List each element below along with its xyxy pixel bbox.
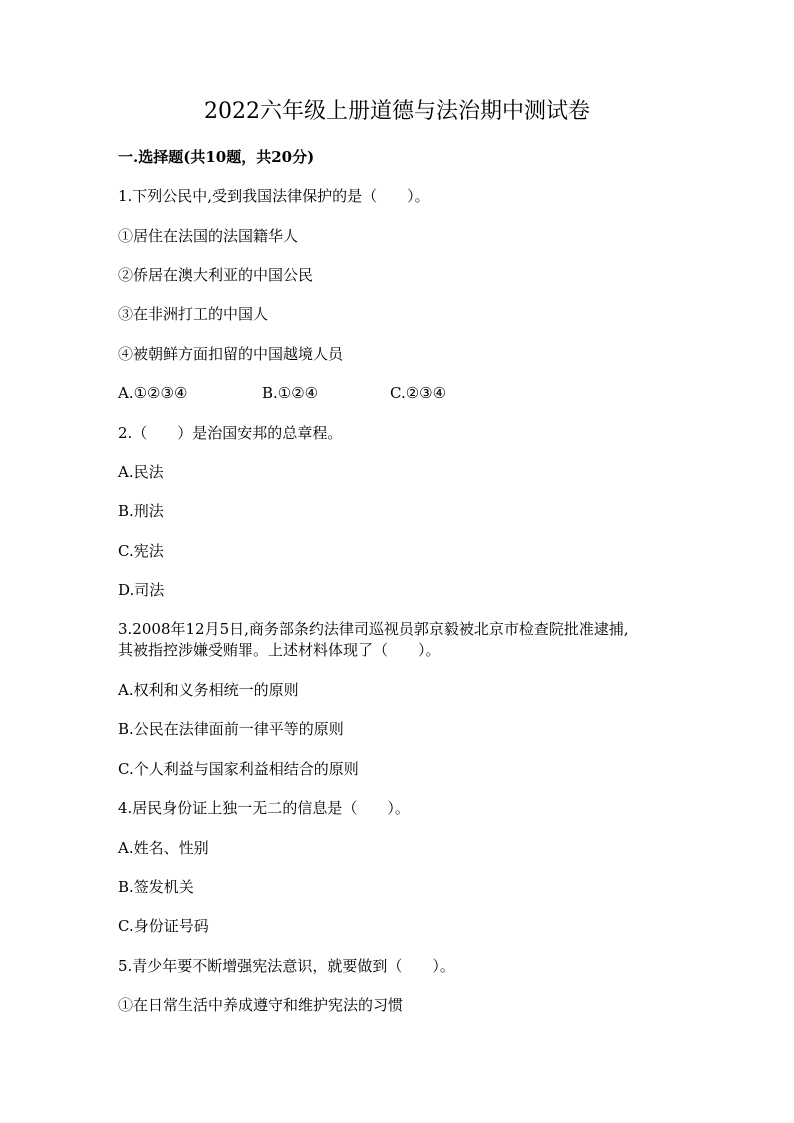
question-1-option-c: C.②③④ — [390, 384, 447, 402]
question-2-stem: 2.（ ）是治国安邦的总章程。 — [118, 424, 343, 442]
question-1-item-4: ④被朝鲜方面扣留的中国越境人员 — [118, 345, 344, 363]
question-2-option-b: B.刑法 — [118, 502, 164, 520]
question-4-option-a: A.姓名、性别 — [118, 839, 209, 857]
question-1-item-1: ①居住在法国的法国籍华人 — [118, 227, 299, 245]
question-1-option-a: A.①②③④ — [118, 384, 188, 402]
question-4-stem: 4.居民身份证上独一无二的信息是（ ）。 — [118, 799, 410, 817]
question-3-option-c: C.个人利益与国家利益相结合的原则 — [118, 760, 359, 778]
question-1-stem: 1.下列公民中,受到我国法律保护的是（ ）。 — [118, 187, 430, 205]
question-2-option-c: C.宪法 — [118, 542, 164, 560]
section-heading: 一.选择题(共10题，共20分) — [118, 148, 315, 166]
question-1-option-b: B.①②④ — [262, 384, 319, 402]
question-5-item-1: ①在日常生活中养成遵守和维护宪法的习惯 — [118, 996, 404, 1014]
question-1-item-2: ②侨居在澳大利亚的中国公民 — [118, 266, 314, 284]
question-3-option-b: B.公民在法律面前一律平等的原则 — [118, 720, 344, 738]
question-4-option-c: C.身份证号码 — [118, 917, 209, 935]
question-5-stem: 5.青少年要不断增强宪法意识，就要做到（ ）。 — [118, 957, 455, 975]
question-2-option-d: D.司法 — [118, 581, 165, 599]
question-3-option-a: A.权利和义务相统一的原则 — [118, 681, 299, 699]
question-2-option-a: A.民法 — [118, 463, 164, 481]
question-3-stem-line-1: 3.2008年12月5日,商务部条约法律司巡视员郭京毅被北京市检查院批准逮捕, — [118, 620, 629, 638]
question-4-option-b: B.签发机关 — [118, 878, 194, 896]
question-3-stem-line-2: 其被指控涉嫌受贿罪。上述材料体现了（ ）。 — [118, 641, 441, 659]
question-1-item-3: ③在非洲打工的中国人 — [118, 305, 269, 323]
page-title: 2022六年级上册道德与法治期中测试卷 — [204, 99, 590, 124]
